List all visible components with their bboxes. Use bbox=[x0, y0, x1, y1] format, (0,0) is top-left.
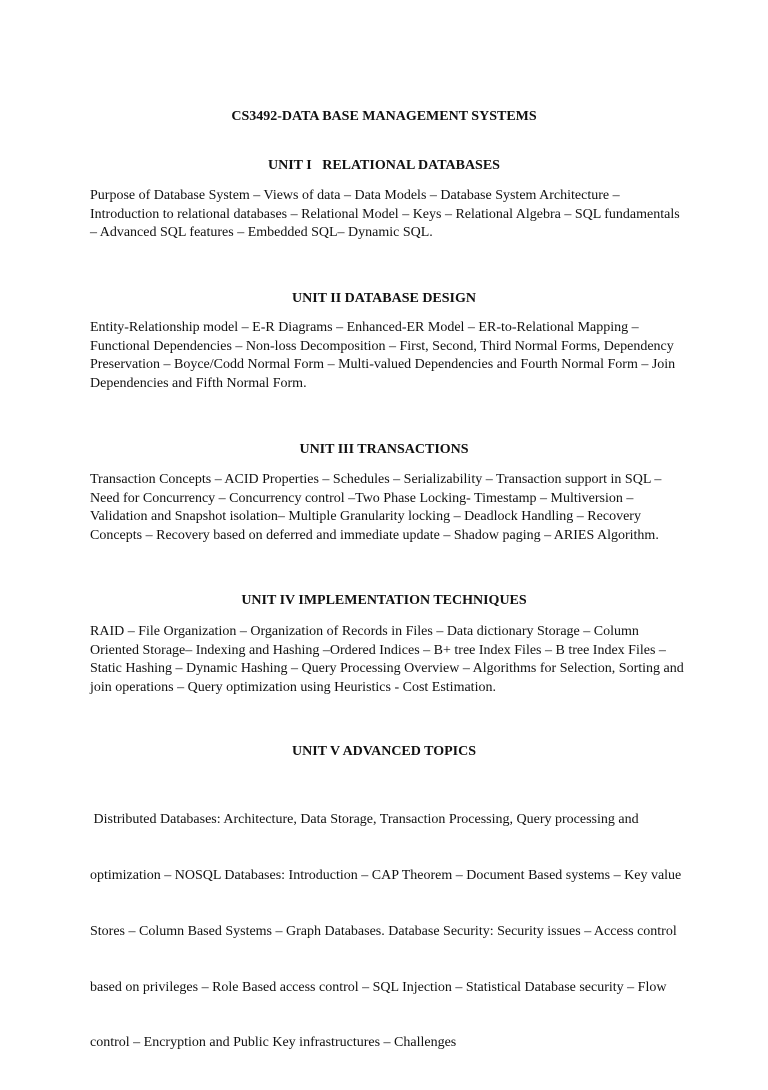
unit-2-line: Functional Dependencies – Non-loss Decomposition – First, Second, Third Normal Forms, Dependency bbox=[90, 338, 674, 354]
unit-5-line: Distributed Databases: Architecture, Data Storage, Transaction Processing, Query processing and bbox=[90, 812, 639, 828]
unit-1-heading: UNIT I RELATIONAL DATABASES bbox=[268, 158, 500, 173]
unit-3-line: Validation and Snapshot isolation– Multiple Granularity locking – Deadlock Handling – Recovery bbox=[90, 509, 641, 525]
unit-4-line: RAID – File Organization – Organization of Records in Files – Data dictionary Storage – Column bbox=[90, 624, 639, 639]
unit-3-line: Transaction Concepts – ACID Properties – Schedules – Serializability – Transaction support in SQL – bbox=[90, 472, 662, 487]
unit-3-line: Concepts – Recovery based on deferred and immediate update – Shadow paging – ARIES Algorithm. bbox=[90, 527, 659, 543]
unit-5-line: based on privileges – Role Based access control – SQL Injection – Statistical Database security – Flow bbox=[90, 979, 667, 995]
unit-3-line: Need for Concurrency – Concurrency control –Two Phase Locking- Timestamp – Multiversion – bbox=[90, 490, 634, 506]
unit-4-content bbox=[90, 623, 682, 697]
unit-4-line: Static Hashing – Dynamic Hashing – Query Processing Overview – Algorithms for Selection, Sorting and bbox=[90, 661, 684, 677]
unit-2-heading: UNIT II DATABASE DESIGN bbox=[292, 291, 476, 306]
document-title: CS3492-DATA BASE MANAGEMENT SYSTEMS bbox=[231, 109, 537, 124]
unit-5-heading: UNIT V ADVANCED TOPICS bbox=[291, 744, 476, 759]
unit-1-line: – Advanced SQL features – Embedded SQL– Dynamic SQL. bbox=[90, 225, 433, 241]
unit-5-line: Stores – Column Based Systems – Graph Databases. Database Security: Security issues – Access control bbox=[90, 923, 677, 939]
unit-1-content bbox=[90, 187, 682, 243]
unit-5-content bbox=[90, 774, 682, 1090]
unit-2-content bbox=[90, 319, 682, 393]
unit-4-line: join operations – Query optimization using Heuristics - Cost Estimation. bbox=[90, 679, 496, 695]
unit-4-line: Oriented Storage– Indexing and Hashing –Ordered Indices – B+ tree Index Files – B tree Index Files – bbox=[90, 642, 666, 658]
unit-2-line: Entity-Relationship model – E-R Diagrams – Enhanced-ER Model – ER-to-Relational Mapping – bbox=[90, 320, 639, 335]
unit-5-line: control – Encryption and Public Key infrastructures – Challenges bbox=[90, 1035, 457, 1051]
unit-2-line: Dependencies and Fifth Normal Form. bbox=[90, 375, 307, 391]
unit-4-heading: UNIT IV IMPLEMENTATION TECHNIQUES bbox=[241, 593, 527, 608]
unit-3-content bbox=[90, 471, 682, 545]
unit-1-line: Purpose of Database System – Views of data – Data Models – Database System Architecture – bbox=[90, 188, 620, 203]
unit-5-line: optimization – NOSQL Databases: Introduction – CAP Theorem – Document Based systems – Key value bbox=[90, 867, 682, 883]
unit-2-line: Preservation – Boyce/Codd Normal Form – Multi-valued Dependencies and Fourth Normal Form – Join bbox=[90, 357, 676, 373]
unit-3-heading: UNIT III TRANSACTIONS bbox=[299, 442, 469, 457]
unit-1-line: Introduction to relational databases – Relational Model – Keys – Relational Algebra – SQL fundamentals bbox=[90, 206, 680, 222]
